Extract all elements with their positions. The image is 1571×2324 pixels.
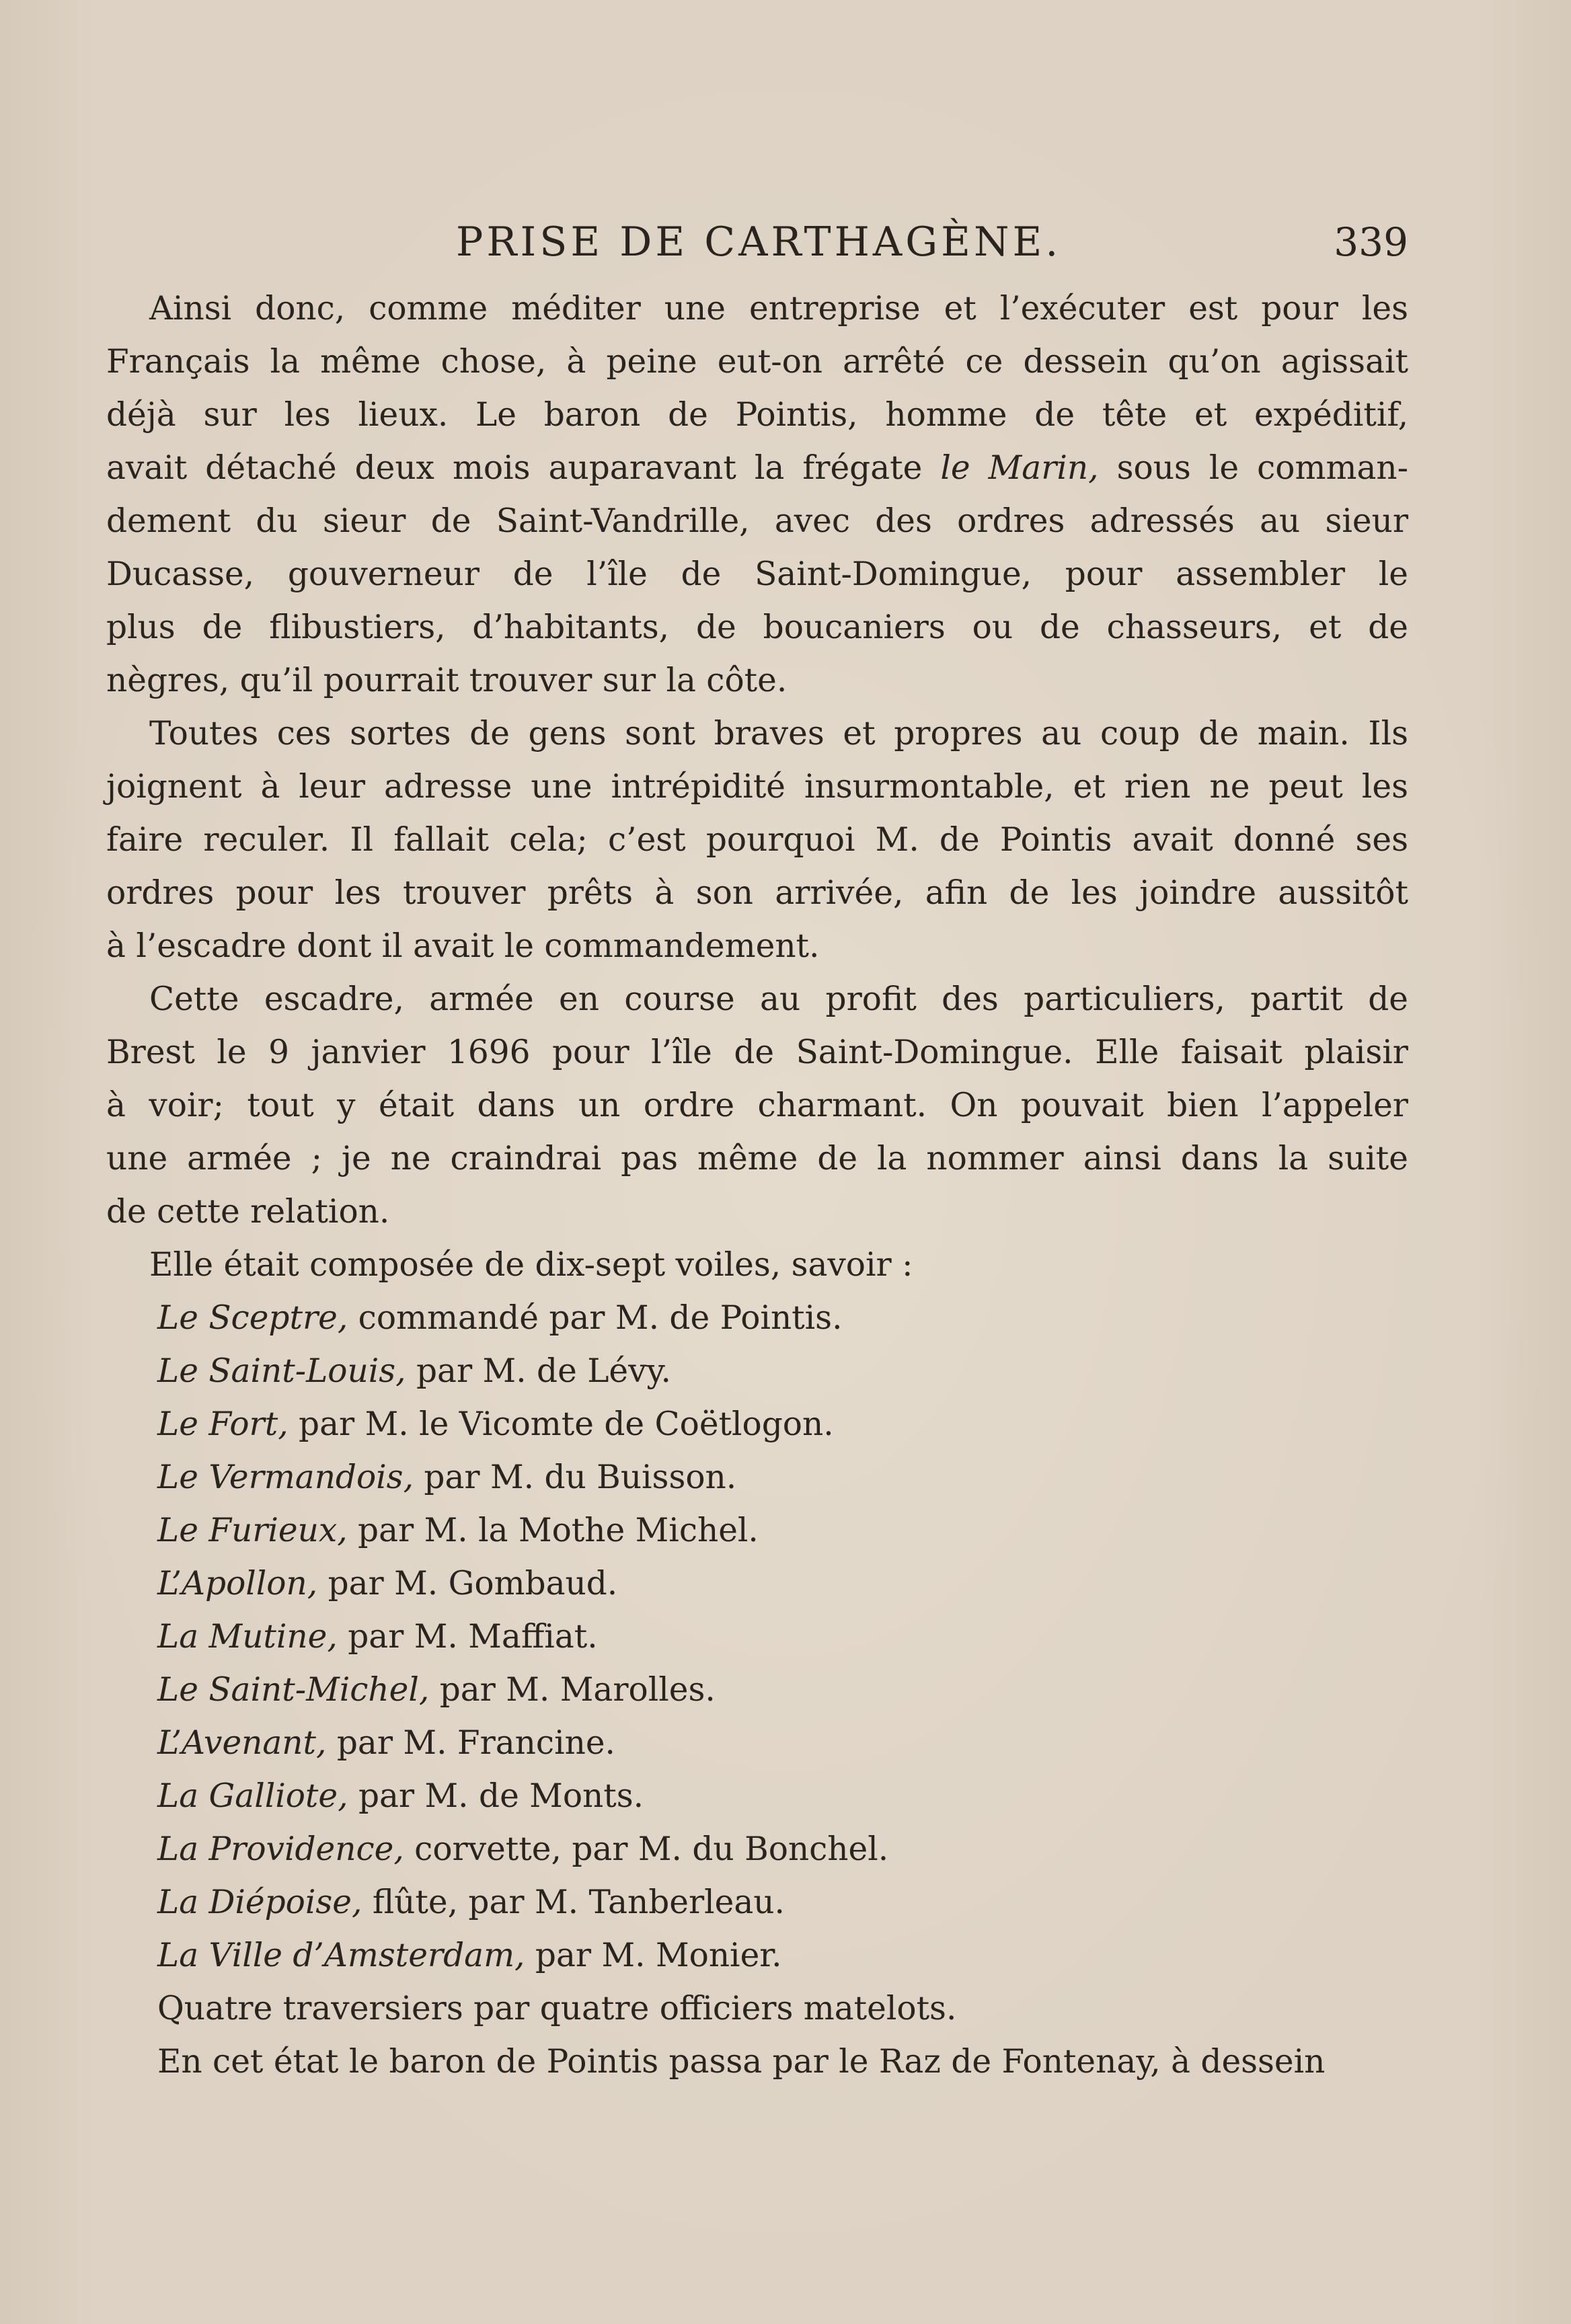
ship-commander: par M. Monier.	[525, 1937, 782, 1974]
text-line: Ainsi donc, comme méditer une entreprise et l’exécuter est pour les	[149, 290, 1408, 327]
ship-name: La Diépoise,	[157, 1884, 362, 1921]
ship-commander: par M. de Lévy.	[406, 1352, 671, 1390]
text-line: nègres, qu’il pourrait trouver sur la côte.	[106, 662, 788, 699]
paragraph	[106, 282, 1408, 707]
book-page	[106, 215, 1408, 2089]
list-tail: Quatre traversiers par quatre officiers matelots.	[157, 1990, 957, 2027]
ship-commander: par M. Maffiat.	[337, 1618, 598, 1656]
ship-entry	[106, 1770, 1408, 1823]
ship-name: La Mutine,	[157, 1618, 338, 1656]
list-intro: Elle était composée de dix-sept voiles, savoir :	[149, 1246, 913, 1284]
text-line: Toutes ces sortes de gens sont braves et propres au coup de main. Ils	[149, 715, 1408, 752]
closing-line: En cet état le baron de Pointis passa par le Raz de Fontenay, à dessein	[157, 2043, 1326, 2081]
running-title: PRISE DE CARTHAGÈNE.	[456, 219, 1062, 266]
ship-name-italic: le Marin,	[940, 449, 1099, 487]
ship-commander: par M. Marolles.	[429, 1671, 716, 1709]
ship-commander: par M. de Monts.	[348, 1777, 644, 1815]
ship-commander: par M. du Buisson.	[414, 1459, 737, 1496]
text-line: dement du sieur de Saint-Vandrille, avec des ordres adressés au sieur	[106, 502, 1408, 540]
ship-name: L’Avenant,	[157, 1724, 327, 1762]
text-line: déjà sur les lieux. Le baron de Pointis, homme de tête et expéditif,	[106, 396, 1408, 434]
ship-commander: par M. Francine.	[326, 1724, 615, 1762]
text-line: avait détaché deux mois auparavant la frégate le Marin, sous le comman-	[106, 449, 1408, 487]
ship-name: L’Apollon,	[157, 1565, 318, 1602]
ship-entry	[106, 1823, 1408, 1876]
ship-commander: par M. la Mothe Michel.	[347, 1512, 759, 1549]
body-text	[106, 282, 1408, 2089]
ship-name: Le Vermandois,	[157, 1459, 414, 1496]
ship-name: La Providence,	[157, 1830, 404, 1868]
ship-entry	[106, 1345, 1408, 1398]
ship-name: Le Furieux,	[157, 1512, 348, 1549]
ship-entry	[106, 1292, 1408, 1345]
ship-commander: par M. Gombaud.	[317, 1565, 618, 1602]
text-line: Ducasse, gouverneur de l’île de Saint-Domingue, pour assembler le	[106, 555, 1408, 593]
page-number: 339	[1334, 219, 1408, 265]
ship-entry	[106, 1451, 1408, 1504]
text-line: à voir; tout y était dans un ordre charmant. On pouvait bien l’appeler	[106, 1087, 1408, 1124]
ship-commander: par M. le Vicomte de Coëtlogon.	[288, 1405, 834, 1443]
ship-entry	[106, 1504, 1408, 1557]
paragraph	[106, 707, 1408, 973]
text-line: ordres pour les trouver prêts à son arrivée, afin de les joindre aussitôt	[106, 874, 1408, 912]
ship-name: Le Fort,	[157, 1405, 289, 1443]
ship-name: La Ville d’Amsterdam,	[157, 1937, 525, 1974]
ship-commander: commandé par M. de Pointis.	[348, 1299, 843, 1337]
ship-entry	[106, 1398, 1408, 1451]
ship-name: Le Sceptre,	[157, 1299, 348, 1337]
text-line: Français la même chose, à peine eut-on arrêté ce dessein qu’on agissait	[106, 343, 1408, 381]
ship-entry	[106, 1664, 1408, 1717]
text-line: Cette escadre, armée en course au profit des particuliers, partit de	[149, 980, 1408, 1018]
text-line: Brest le 9 janvier 1696 pour l’île de Saint-Domingue. Elle faisait plaisir	[106, 1034, 1408, 1071]
ship-name: Le Saint-Michel,	[157, 1671, 430, 1709]
text-line: de cette relation.	[106, 1193, 390, 1231]
running-head	[106, 215, 1408, 282]
ship-commander: flûte, par M. Tanberleau.	[362, 1884, 785, 1921]
paragraph	[106, 973, 1408, 1239]
ship-entry	[106, 1929, 1408, 1982]
ship-entry	[106, 1876, 1408, 1929]
text-line: faire reculer. Il fallait cela; c’est pourquoi M. de Pointis avait donné ses	[106, 821, 1408, 859]
ship-entry	[106, 1611, 1408, 1664]
text-line: plus de flibustiers, d’habitants, de boucaniers ou de chasseurs, et de	[106, 609, 1408, 646]
text-line: à l’escadre dont il avait le commandement.	[106, 927, 820, 965]
ship-name: La Galliote,	[157, 1777, 348, 1815]
ship-entry	[106, 1717, 1408, 1770]
ship-name: Le Saint-Louis,	[157, 1352, 406, 1390]
text-line: une armée ; je ne craindrai pas même de la nommer ainsi dans la suite	[106, 1140, 1408, 1177]
ship-entry	[106, 1557, 1408, 1611]
ship-commander: corvette, par M. du Bonchel.	[404, 1830, 889, 1868]
text-line: joignent à leur adresse une intrépidité insurmontable, et rien ne peut les	[106, 768, 1408, 806]
